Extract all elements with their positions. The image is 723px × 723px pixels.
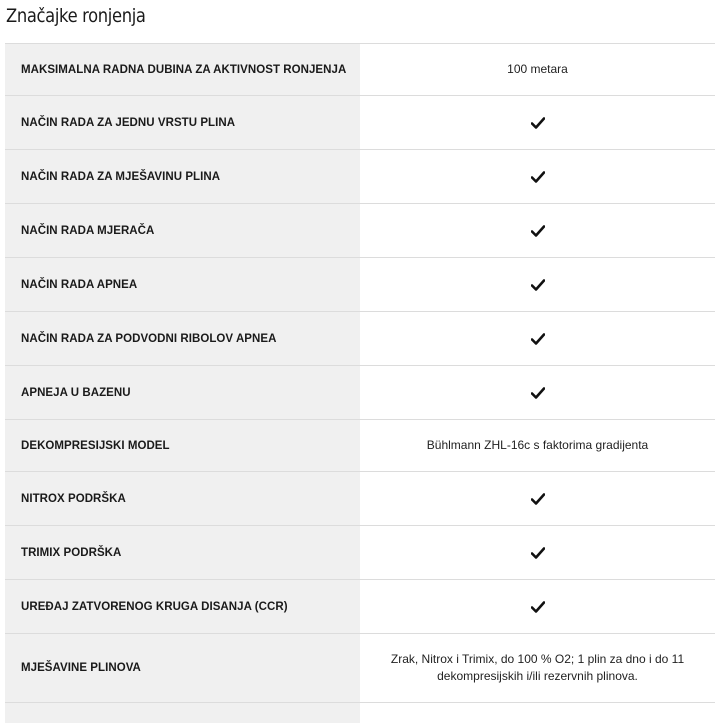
row-label: NAČIN RADA ZA MJEŠAVINU PLINA [5,150,360,203]
row-label: UREĐAJ ZATVORENOG KRUGA DISANJA (CCR) [5,580,360,633]
table-row [5,96,715,150]
checkmark-icon [531,387,545,399]
table-row [5,472,715,526]
dive-features-table [5,43,715,723]
checkmark-icon [531,333,545,345]
row-label: NITROX PODRŠKA [5,472,360,525]
row-label: MAKSIMALNA RADNA DUBINA ZA AKTIVNOST RONJENJA [5,44,360,95]
table-row [5,366,715,420]
table-row [5,420,715,472]
row-label: NAČIN RADA ZA PODVODNI RIBOLOV APNEA [5,312,360,365]
row-label: APNEJA U BAZENU [5,366,360,419]
checkmark-icon [531,547,545,559]
row-label: DEKOMPRESIJSKI MODEL [5,420,360,471]
row-value: Zrak, Nitrox i Trimix, do 100 % O2; 1 plin za dno i do 11 dekompresijskih i/ili rezervnih plinova. [360,634,715,702]
row-label: NAČIN RADA MJERAČA [5,204,360,257]
table-row [5,204,715,258]
table-row [5,703,715,723]
checkmark-icon [531,225,545,237]
checkmark-icon [531,279,545,291]
table-row [5,634,715,703]
section-title: Značajke ronjenja [6,5,146,27]
table-row [5,258,715,312]
table-row [5,312,715,366]
row-label: NAČIN RADA APNEA [5,258,360,311]
checkmark-icon [531,601,545,613]
table-row [5,44,715,96]
table-row [5,526,715,580]
row-value: Bühlmann ZHL-16c s faktorima gradijenta [360,420,715,471]
row-value: 100 metara [360,44,715,95]
checkmark-icon [531,493,545,505]
row-label: MJEŠAVINE PLINOVA [5,634,360,702]
table-row [5,580,715,634]
table-row [5,150,715,204]
checkmark-icon [531,171,545,183]
row-label: TRIMIX PODRŠKA [5,526,360,579]
row-label: NAČIN RADA ZA JEDNU VRSTU PLINA [5,96,360,149]
checkmark-icon [531,117,545,129]
